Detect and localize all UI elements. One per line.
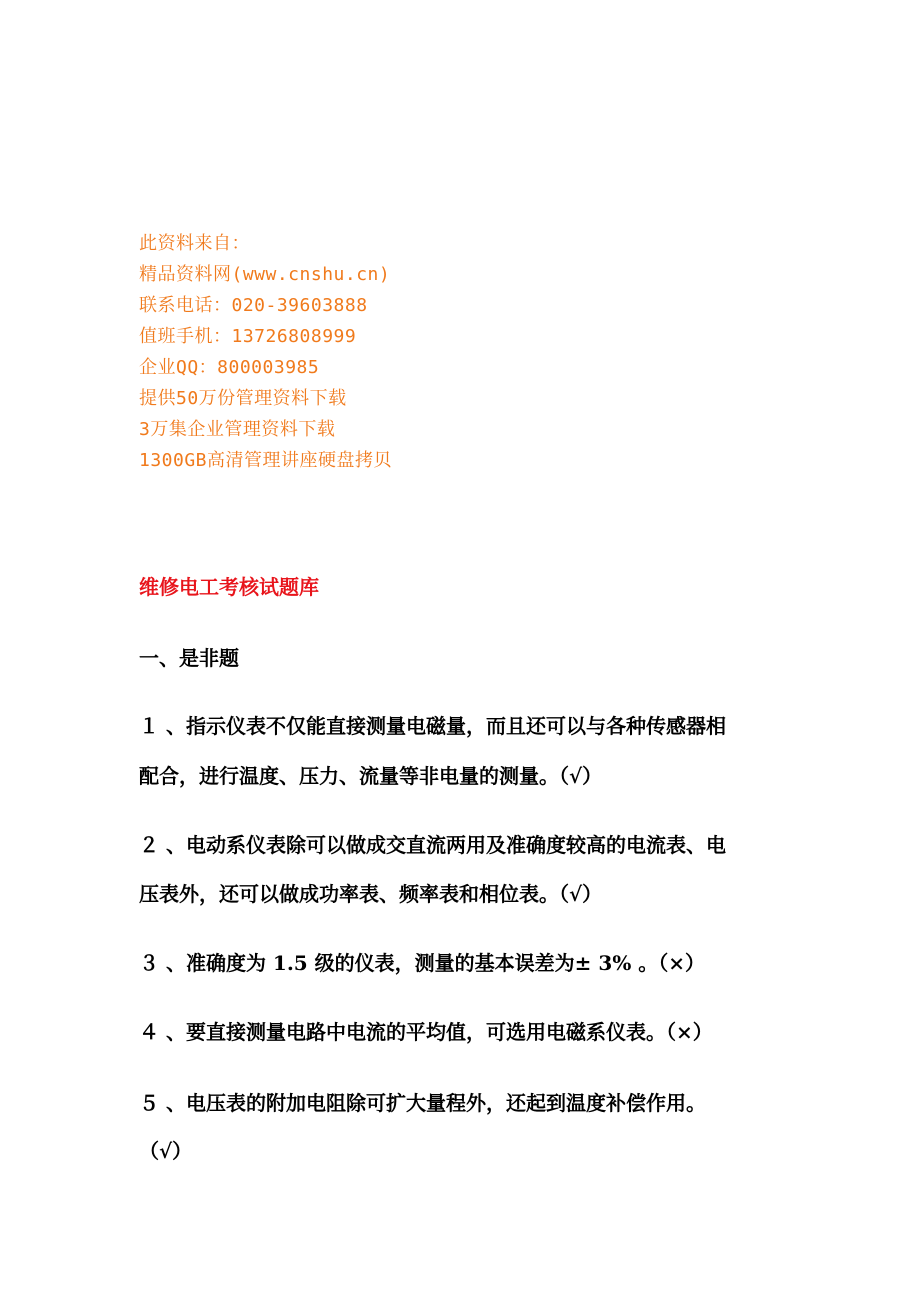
source-line-intro: 此资料来自： [139,233,250,254]
source-info-block [139,228,739,476]
source-line-qq: 企业QQ：800003985 [139,357,320,378]
question-1-line-2: 配合，进行温度、压力、流量等非电量的测量。（√） [139,764,603,788]
question-5-line-1: ５ 、电压表的附加电阻除可扩大量程外，还起到温度补偿作用。 [139,1091,706,1115]
source-line-phone: 联系电话：020-39603888 [139,295,368,316]
question-2-line-1: ２ 、电动系仪表除可以做成交直流两用及准确度较高的电流表、电 [139,833,726,857]
source-line-mobile: 值班手机：13726808999 [139,326,357,347]
question-5-line-2: （√） [139,1139,193,1163]
question-4-line-1: ４ 、要直接测量电路中电流的平均值，可选用电磁系仪表。（×） [139,1020,713,1044]
document-title: 维修电工考核试题库 [139,575,319,599]
source-line-offer-2: 3万集企业管理资料下载 [139,419,336,440]
source-line-offer-3: 1300GB高清管理讲座硬盘拷贝 [139,450,393,471]
source-line-website: 精品资料网(www.cnshu.cn) [139,264,391,285]
section-heading: 一、是非题 [139,646,239,670]
source-line-offer-1: 提供50万份管理资料下载 [139,388,347,409]
question-2-line-2: 压表外，还可以做成功率表、频率表和相位表。（√） [139,882,603,906]
question-3-line-1: ３ 、准确度为 1.5 级的仪表，测量的基本误差为± 3% 。（×） [139,951,706,975]
question-1-line-1: １ 、指示仪表不仅能直接测量电磁量，而且还可以与各种传感器相 [139,714,726,738]
